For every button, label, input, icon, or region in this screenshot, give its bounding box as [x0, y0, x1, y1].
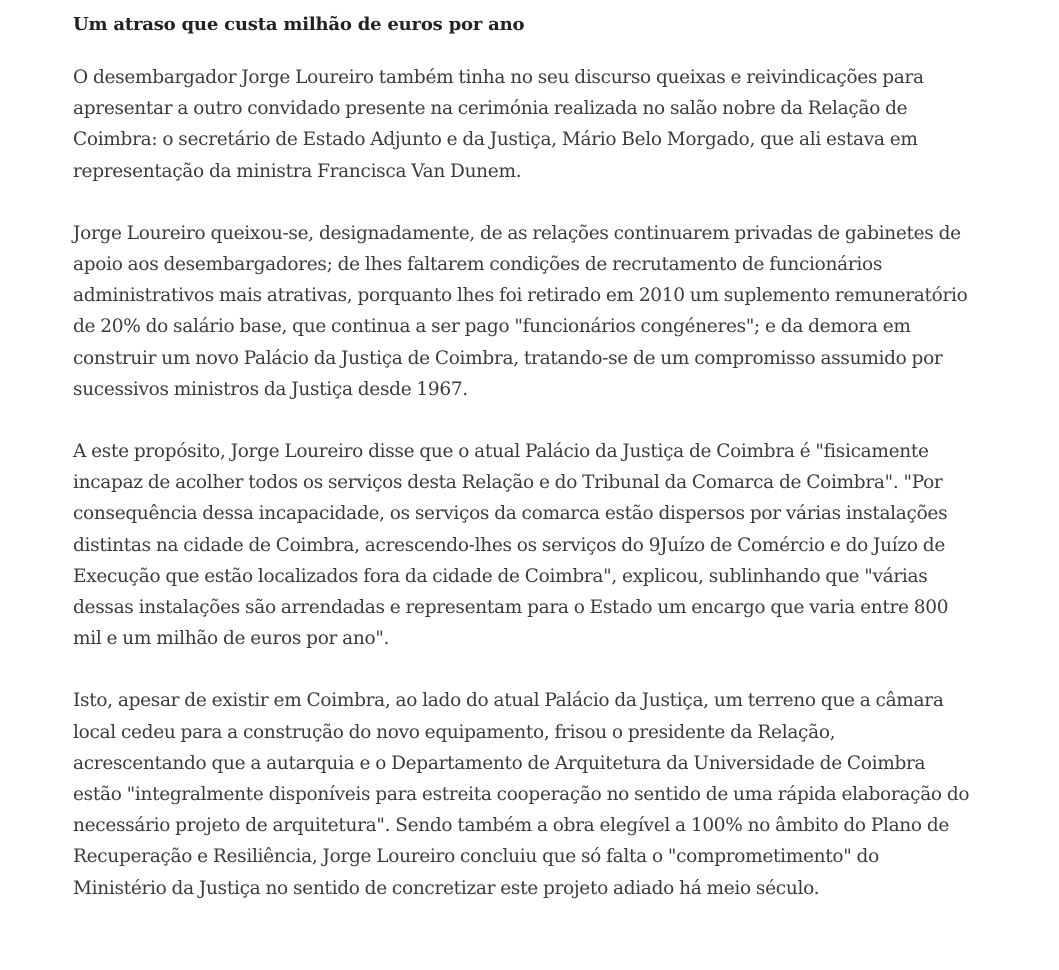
article-body: [73, 10, 973, 935]
article-paragraph-3: A este propósito, Jorge Loureiro disse que o atual Palácio da Justiça de Coimbra é "fisicamente incapaz de acolher todos os serviços desta Relação e do Tribunal da Comarca de Coimbra". "Por consequência dessa incapacidade, os serviços da comarca estão dispersos por várias instalações distintas na cidade de Coimbra, acrescendo-lhes os serviços do 9Juízo de Comércio e do Juízo de Execução que estão localizados fora da cidade de Coimbra", explicou, sublinhando que "várias dessas instalações são arrendadas e representam para o Estado um encargo que varia entre 800 mil e um milhão de euros por ano".: [73, 441, 949, 650]
section-heading: Um atraso que custa milhão de euros por ano: [73, 14, 525, 35]
article-paragraph-1: O desembargador Jorge Loureiro também tinha no seu discurso queixas e reivindicações para apresentar a outro convidado presente na cerimónia realizada no salão nobre da Relação de Coimbra: o secretário de Estado Adjunto e da Justiça, Mário Belo Morgado, que ali estava em representação da ministra Francisca Van Dunem.: [73, 67, 924, 182]
article-paragraph-4: Isto, apesar de existir em Coimbra, ao lado do atual Palácio da Justiça, um terreno que a câmara local cedeu para a construção do novo equipamento, frisou o presidente da Relação, acrescentando que a autarquia e o Departamento de Arquitetura da Universidade de Coimbra estão "integralmente disponíveis para estreita cooperação no sentido de uma rápida elaboração do necessário projeto de arquitetura". Sendo também a obra elegível a 100% no âmbito do Plano de Recuperação e Resiliência, Jorge Loureiro concluiu que só falta o "comprometimento" do Ministério da Justiça no sentido de concretizar este projeto adiado há meio século.: [73, 690, 970, 899]
article-paragraph-2: Jorge Loureiro queixou-se, designadamente, de as relações continuarem privadas de gabinetes de apoio aos desembargadores; de lhes faltarem condições de recrutamento de funcionários administrativos mais atrativas, porquanto lhes foi retirado em 2010 um suplemento remuneratório de 20% do salário base, que continua a ser pago "funcionários congéneres"; e da demora em construir um novo Palácio da Justiça de Coimbra, tratando-se de um compromisso assumido por sucessivos ministros da Justiça desde 1967.: [73, 222, 968, 400]
